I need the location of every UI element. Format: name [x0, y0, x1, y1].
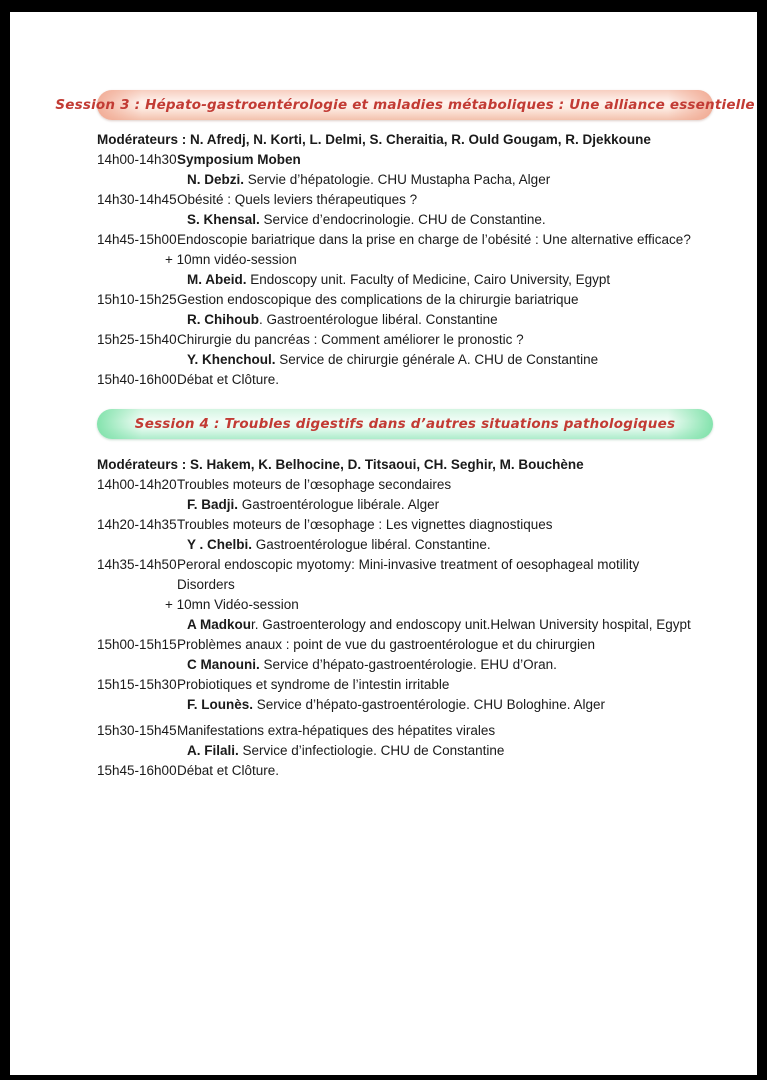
speaker-line [187, 350, 598, 370]
speaker-name: S. Khensal. [187, 212, 260, 227]
speaker-name: A Madkou [187, 617, 251, 632]
schedule-row [97, 250, 713, 270]
speaker-line [187, 310, 498, 330]
speaker-line [187, 741, 504, 761]
time-cell: 15h00-15h15 [97, 637, 177, 652]
schedule-row [97, 575, 713, 595]
speaker-affiliation: Service de chirurgie générale A. CHU de Constantine [275, 352, 599, 367]
speaker-name: M. Abeid. [187, 272, 247, 287]
moderators-line: Modérateurs : N. Afredj, N. Korti, L. Delmi, S. Cheraitia, R. Ould Gougam, R. Djekkoune [97, 132, 651, 147]
schedule-row [97, 595, 713, 615]
schedule-row [97, 695, 713, 715]
video-session-note: + 10mn Vidéo-session [165, 597, 299, 612]
title-continuation: Disorders [177, 577, 235, 592]
speaker-affiliation: . Gastroentérologue libéral. Constantine [258, 312, 498, 327]
speaker-affiliation: Service d’infectiologie. CHU de Constantine [238, 743, 505, 758]
time-cell: 14h45-15h00 [97, 232, 177, 247]
talk-title: Débat et Clôture. [177, 763, 280, 778]
speaker-affiliation: Service d’hépato-gastroentérologie. CHU Bologhine. Alger [253, 697, 605, 712]
speaker-name: Y. Khenchoul. [187, 352, 276, 367]
speaker-name: N. Debzi. [187, 172, 245, 187]
schedule-row [97, 290, 713, 310]
session-section [97, 409, 713, 781]
speaker-line [187, 210, 546, 230]
talk-title: Peroral endoscopic myotomy: Mini-invasive treatment of oesophageal motility [177, 557, 640, 572]
schedule-row [97, 495, 713, 515]
time-cell: 15h10-15h25 [97, 292, 177, 307]
document-paper [10, 12, 757, 1075]
schedule-row [97, 635, 713, 655]
talk-title: Chirurgie du pancréas : Comment améliorer le pronostic ? [177, 332, 524, 347]
schedule-row [97, 741, 713, 761]
time-cell: 14h30-14h45 [97, 192, 177, 207]
speaker-affiliation: Service d’endocrinologie. CHU de Constantine. [259, 212, 546, 227]
speaker-name: R. Chihoub [187, 312, 259, 327]
schedule-row [97, 535, 713, 555]
schedule-row [97, 310, 713, 330]
talk-title: Gestion endoscopique des complications de la chirurgie bariatrique [177, 292, 579, 307]
time-cell: 14h00-14h30 [97, 152, 177, 167]
talk-title: Troubles moteurs de l’œsophage secondaires [177, 477, 452, 492]
time-cell: 15h30-15h45 [97, 723, 177, 738]
schedule-row [97, 675, 713, 695]
speaker-line [187, 535, 491, 555]
time-cell: 15h25-15h40 [97, 332, 177, 347]
speaker-affiliation: Gastroentérologue libérale. Alger [238, 497, 440, 512]
talk-title: Manifestations extra-hépatiques des hépatites virales [177, 723, 496, 738]
time-cell: 14h35-14h50 [97, 557, 177, 572]
talk-title: Problèmes anaux : point de vue du gastroentérologue et du chirurgien [177, 637, 596, 652]
schedule-row [97, 555, 713, 575]
speaker-name: F. Badji. [187, 497, 239, 512]
talk-title: Probiotiques et syndrome de l’intestin irritable [177, 677, 450, 692]
talk-title: Endoscopie bariatrique dans la prise en charge de l’obésité : Une alternative efficace? [177, 232, 691, 247]
schedule-row [97, 475, 713, 495]
speaker-name: C Manouni. [187, 657, 260, 672]
schedule-row [97, 615, 713, 635]
talk-title: Symposium Moben [177, 152, 301, 167]
speaker-line [187, 615, 691, 635]
sessions-root [55, 90, 755, 781]
schedule-row [97, 350, 713, 370]
speaker-line [187, 170, 550, 190]
video-session-note: + 10mn vidéo-session [165, 252, 297, 267]
speaker-name: Y . Chelbi. [187, 537, 253, 552]
talk-title: Débat et Clôture. [177, 372, 280, 387]
schedule-row [97, 761, 713, 781]
speaker-line [187, 695, 605, 715]
speaker-affiliation: Endoscopy unit. Faculty of Medicine, Cairo University, Egypt [246, 272, 611, 287]
schedule-row [97, 330, 713, 350]
schedule-row [97, 721, 713, 741]
schedule-row [97, 270, 713, 290]
session-section [55, 90, 755, 390]
schedule-row [97, 190, 713, 210]
speaker-line [187, 270, 610, 290]
speaker-name: A. Filali. [187, 743, 239, 758]
talk-title: Troubles moteurs de l’œsophage : Les vignettes diagnostiques [177, 517, 553, 532]
schedule-row [97, 170, 713, 190]
schedule-row [97, 370, 713, 390]
speaker-affiliation: Servie d’hépatologie. CHU Mustapha Pacha, Alger [244, 172, 551, 187]
speaker-affiliation: r. Gastroenterology and endoscopy unit.Helwan University hospital, Egypt [251, 617, 691, 632]
session-schedule [97, 455, 713, 781]
schedule-row [97, 230, 713, 250]
program-content [55, 90, 755, 781]
session-schedule [97, 130, 713, 390]
speaker-line [187, 655, 557, 675]
speaker-affiliation: Service d’hépato-gastroentérologie. EHU d’Oran. [259, 657, 557, 672]
time-cell: 14h00-14h20 [97, 477, 177, 492]
speaker-name: F. Lounès. [187, 697, 254, 712]
session-banner-label: Session 4 : Troubles digestifs dans d’autres situations pathologiques [134, 416, 676, 432]
session-banner-label: Session 3 : Hépato-gastroentérologie et maladies métaboliques : Une alliance essentielle [55, 97, 755, 113]
schedule-row [97, 150, 713, 170]
speaker-line [187, 495, 439, 515]
time-cell: 15h45-16h00 [97, 763, 177, 778]
talk-title: Obésité : Quels leviers thérapeutiques ? [177, 192, 418, 207]
session-banner [97, 409, 713, 439]
session-banner [55, 90, 755, 120]
schedule-row [97, 210, 713, 230]
schedule-row [97, 515, 713, 535]
speaker-affiliation: Gastroentérologue libéral. Constantine. [252, 537, 491, 552]
time-cell: 14h20-14h35 [97, 517, 177, 532]
time-cell: 15h40-16h00 [97, 372, 177, 387]
moderators-line: Modérateurs : S. Hakem, K. Belhocine, D. Titsaoui, CH. Seghir, M. Bouchène [97, 457, 584, 472]
time-cell: 15h15-15h30 [97, 677, 177, 692]
schedule-row [97, 655, 713, 675]
